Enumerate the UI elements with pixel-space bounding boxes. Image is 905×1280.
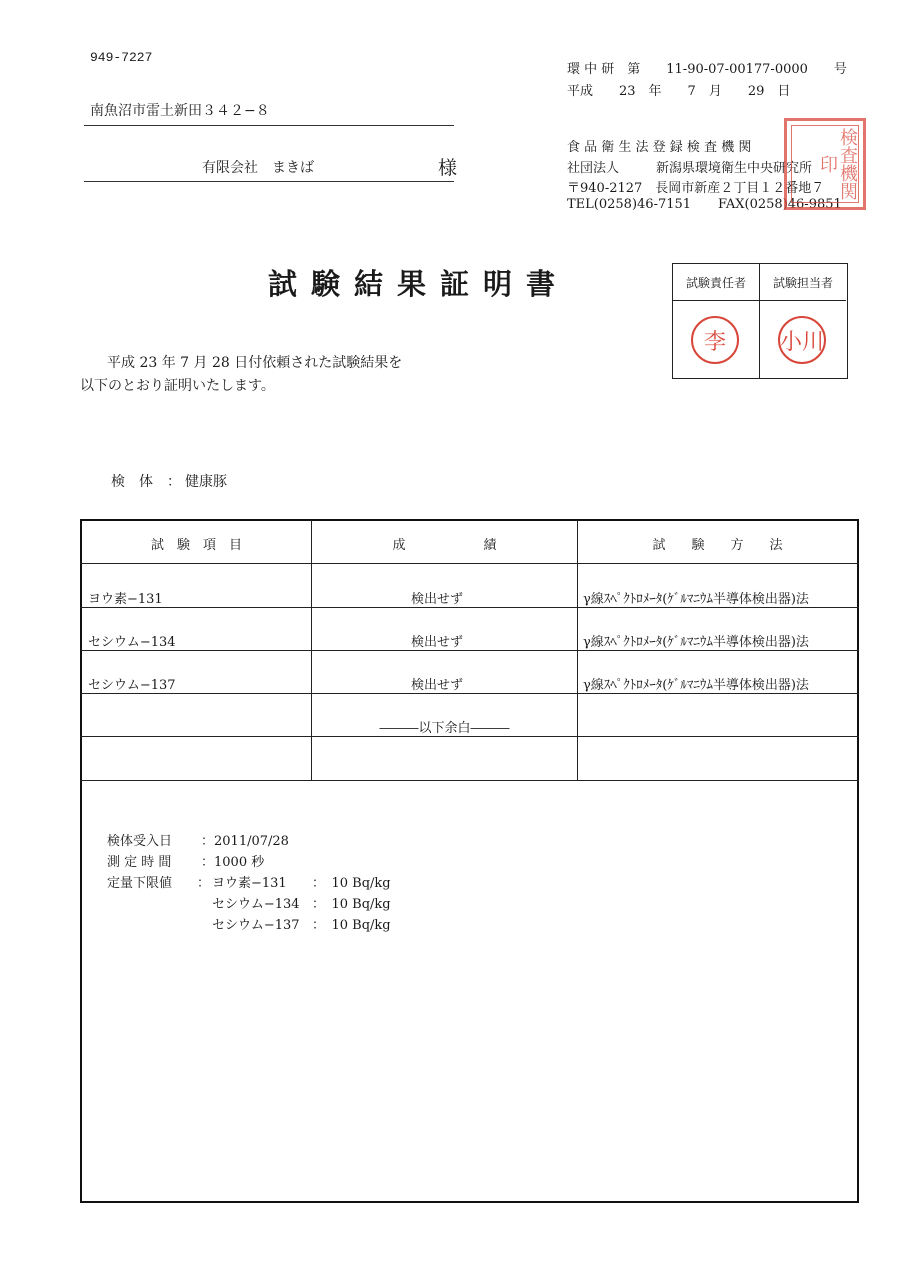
row-divider xyxy=(80,693,859,694)
received-value: ：2011/07/28 xyxy=(201,834,289,849)
issuer-org-type: 社団法人 xyxy=(567,161,620,176)
recipient-postal-code: 949-7227 xyxy=(90,50,153,65)
intro-line-1: 平成 23 年 7 月 28 日付依頼された試験結果を xyxy=(107,355,403,371)
row-3-method: γ線ｽﾍﾟｸﾄﾛﾒｰﾀ(ｹﾞﾙﾏﾆｳﾑ半導体検出器)法 xyxy=(583,678,809,693)
chief-label: 試験責任者 xyxy=(673,264,759,301)
limit-1-value: ： 10 Bq/kg xyxy=(312,876,391,891)
recipient-honorific: 様 xyxy=(438,157,458,179)
row-2-result: 検出せず xyxy=(411,635,464,650)
issuer-registration: 食 品 衛 生 法 登 録 検 査 機 関 xyxy=(567,140,752,155)
results-table xyxy=(80,519,859,1203)
row-divider xyxy=(80,780,859,781)
row-3-item: セシウム−137 xyxy=(88,678,176,693)
limit-2-value: ： 10 Bq/kg xyxy=(312,897,391,912)
header-method: 試 験 方 法 xyxy=(652,538,783,553)
header-result: 成 績 xyxy=(392,538,497,553)
limit-1-sep: ： xyxy=(197,876,211,891)
row-divider xyxy=(80,736,859,737)
row-1-item: ヨウ素−131 xyxy=(88,592,163,607)
specimen-label: 検 体 ： xyxy=(111,474,181,490)
approval-stamp-box xyxy=(672,263,848,379)
limit-3-nuclide: セシウム−137 xyxy=(212,918,300,933)
staff-seal: 小川 xyxy=(778,316,826,364)
table-header-divider xyxy=(80,563,859,564)
staff-label: 試験担当者 xyxy=(760,264,846,301)
limit-label: 定量下限値 xyxy=(107,876,173,891)
column-divider xyxy=(311,520,312,780)
table-end-note: ―――以下余白――― xyxy=(379,721,510,736)
recipient-address: 南魚沼市雷土新田３４２−８ xyxy=(90,103,270,119)
company-underline xyxy=(84,181,454,182)
time-label: 測 定 時 間 xyxy=(107,855,172,870)
issuer-address: 〒940-2127 長岡市新産２丁目１２番地７ xyxy=(567,181,825,196)
limit-3-value: ： 10 Bq/kg xyxy=(312,918,391,933)
intro-line-2: 以下のとおり証明いたします。 xyxy=(80,378,275,394)
issue-date: 平成 23 年 7 月 29 日 xyxy=(567,84,791,99)
chief-seal: 李 xyxy=(691,316,739,364)
row-divider xyxy=(80,650,859,651)
row-divider xyxy=(80,607,859,608)
row-3-result: 検出せず xyxy=(411,678,464,693)
row-2-item: セシウム−134 xyxy=(88,635,176,650)
issuer-org-name: 新潟県環境衛生中央研究所 xyxy=(656,161,813,176)
recipient-company: 有限会社 まきば xyxy=(202,160,314,176)
received-label: 検体受入日 xyxy=(107,834,173,849)
issuer-fax: FAX(0258)46-9851 xyxy=(718,197,842,212)
row-1-result: 検出せず xyxy=(411,592,464,607)
time-value: ：1000 秒 xyxy=(201,855,265,870)
organization-seal: 検査機関印 xyxy=(784,118,866,210)
limit-1-nuclide: ヨウ素−131 xyxy=(212,876,287,891)
doc-number: 環 中 研 第 11-90-07-00177-0000 号 xyxy=(567,62,847,77)
header-item: 試 験 項 目 xyxy=(150,538,242,553)
issuer-tel: TEL(0258)46-7151 xyxy=(567,197,692,212)
address-underline xyxy=(84,125,454,126)
limit-2-nuclide: セシウム−134 xyxy=(212,897,300,912)
row-1-method: γ線ｽﾍﾟｸﾄﾛﾒｰﾀ(ｹﾞﾙﾏﾆｳﾑ半導体検出器)法 xyxy=(583,592,809,607)
specimen-value: 健康豚 xyxy=(185,474,227,490)
row-2-method: γ線ｽﾍﾟｸﾄﾛﾒｰﾀ(ｹﾞﾙﾏﾆｳﾑ半導体検出器)法 xyxy=(583,635,809,650)
column-divider xyxy=(577,520,578,780)
document-title: 試験結果証明書 xyxy=(268,267,570,301)
